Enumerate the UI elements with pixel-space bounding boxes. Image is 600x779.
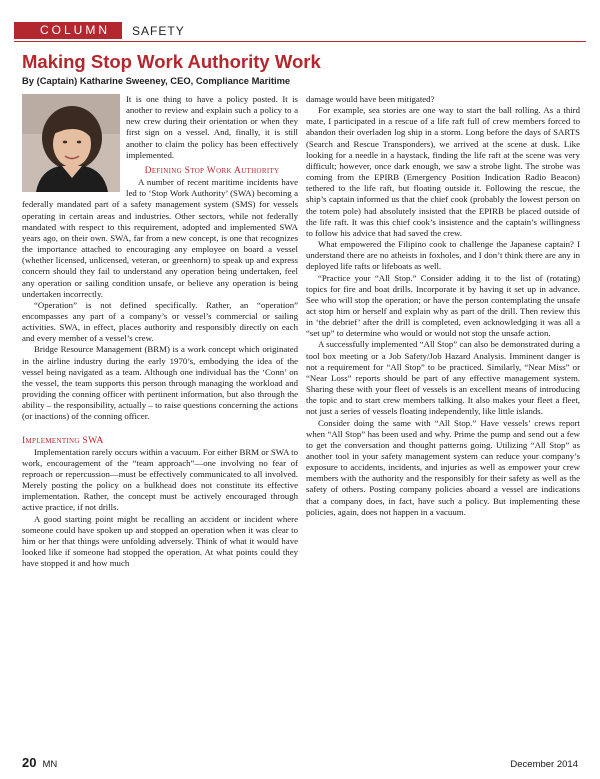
body-paragraph: A successfully implemented “All Stop” can also be demonstrated during a tool box meeting or a Job Safety/Job Hazard Analysis. Imminent danger is not a requirement for “All Stop” to be practiced. Similarly, “Near Miss” or “Near Loss” reports should be part of any effective management system. Sharing these with your fleet of vessels is an excellent means of introducing the topic and to start crew members talking. It also makes your fleet a fleet, not just a series of vessels floating independently, like little islands. <box>306 339 580 417</box>
body-paragraph: Implementation rarely occurs within a vacuum. For either BRM or SWA to work, encouragement of the “team approach”—one involving no fear of reproach or repercussion—must be effectively communicated to all involved. Merely posting the policy on a bulkhead does not constitute its effective implementation. Rather, the concept must be actively encouraged through active practice, if not drills. <box>22 446 298 513</box>
issue-date: December 2014 <box>510 759 578 770</box>
intro-paragraph: It is one thing to have a policy posted. It is another to review and explain such a policy to a new crew during their orientation or when they first sign on a vessel. And, finally, it is still another to claim the policy has been effectively implemented. <box>126 94 298 160</box>
body-paragraph: Bridge Resource Management (BRM) is a work concept which originated in the airline industry during the early 1970’s, embodying the idea of the vessel being navigated as a team. Although one individual has the ‘Conn’ on the vessel, the team supports this person through managing the workload and providing the conning officer with pertinent information, but also through the ability – the responsibility, actually – to raise questions concerning the actions (or inactions) of the conning officer. <box>22 344 298 422</box>
column-header <box>14 22 185 39</box>
right-column <box>306 94 580 518</box>
subhead-implementing-swa: Implementing SWA <box>22 434 104 446</box>
body-paragraph: A good starting point might be recalling an accident or incident where someone could have spoken up and stopped an operation when it was clear to him or her that things were unfolding adversely. Think of what it would have looked like if someone had stopped the operation. At what points could they have stopped it and how much <box>22 513 298 569</box>
body-paragraph-continued: damage would have been mitigated? <box>306 94 435 104</box>
page-footer <box>22 755 578 770</box>
body-paragraph: “Operation” is not defined specifically. Rather, an “operation” encompasses any part of a company’s or vessel’s commercial or sailing activities. SWA, in effect, places authority and responsibly directly on each and every member of a vessel’s crew. <box>22 299 298 344</box>
body-paragraph: “Practice your “All Stop.” Consider adding it to the list of (rotating) topics for fire and boat drills. Incorporate it by having it set up in advance. See who will stop the operation; or have the person contemplating the unsafe act stop him or herself and explain why as part of the drill. Then review this in ‘the debrief’ after the drill is completed, even acknowledging it was all a “set up” to determine who would or would not stop the unsafe action. <box>306 272 580 339</box>
body-paragraph: What empowered the Filipino cook to challenge the Japanese captain? I understand there are no atheists in foxholes, and I don’t think there are any in deployed life rafts or lifeboats as well. <box>306 239 580 272</box>
page-number: 20 <box>22 755 37 770</box>
column-tag: COLUMN <box>14 22 122 39</box>
body-paragraph: Consider doing the same with “All Stop.” Have vessels’ crews report when “All Stop” has been used and why. Prime the pump and send out a few to get the conversation and thought patterns going. Utilizing “All Stop” as another tool in your safety management system can reduce your company’s exposure to accidents, incidents, and injuries as well as empower your crew members with the authority and the responsibly for their safety as well as the safety of others. Posting company policies aboard a vessel are indications that a company does, in fact, have such a policy. But implementing these policies, again, does not happen in a vacuum. <box>306 417 580 517</box>
section-tag: SAFETY <box>132 23 185 38</box>
article-byline: By (Captain) Katharine Sweeney, CEO, Compliance Maritime <box>22 75 291 86</box>
article-title: Making Stop Work Authority Work <box>22 51 321 72</box>
publication-name: MN <box>42 759 58 770</box>
header-rule <box>14 41 586 42</box>
body-paragraph: A number of recent maritime incidents have led to ‘Stop Work Authority’ (SWA) becoming a federally mandated part of a safety management system (SMS) for vessels operating in certain areas and industries. Other sectors, while not federally mandated with respect to this requirement, adopted and implemented SWA years ago, on their own. SWA, far from a new concept, is one that recognizes the importance attached to encouraging any employee on board a vessel (whether licensed, unlicensed, veteran, or greenhorn) to speak up and express concern should they fail to understand any operation being undertaken, feel any operation or sailing condition unsafe, or believe any operation is being undertaken incorrectly. <box>22 177 298 299</box>
subhead-defining-swa: Defining Stop Work Authority <box>144 164 280 176</box>
body-paragraph: For example, sea stories are one way to start the ball rolling. As a third mate, I participated in a rescue of a life raft full of crew members forced to abandon their overladen log ship in a storm. Long before the days of SARTS (Search and Rescue Transponders), we arrived at the scene at dusk. Like looking for a needle in a haystack, finding the life raft at the scene was very difficult; however, once dark enough, we saw a strobe light. The strobe was coming from the EPIRB (Emergency Position Indication Radio Beacon) tethered to the life raft, but floating outside it. Following the rescue, the ship’s captain informed us that the chief cook (probably the lowest person on the totem pole) had absolutely insisted that the EPIRB be placed outside of the life raft. It was this chief cook’s insistence and the captain’s willingness to follow his advice that had saved the crew. <box>306 105 580 238</box>
left-column <box>22 94 298 569</box>
